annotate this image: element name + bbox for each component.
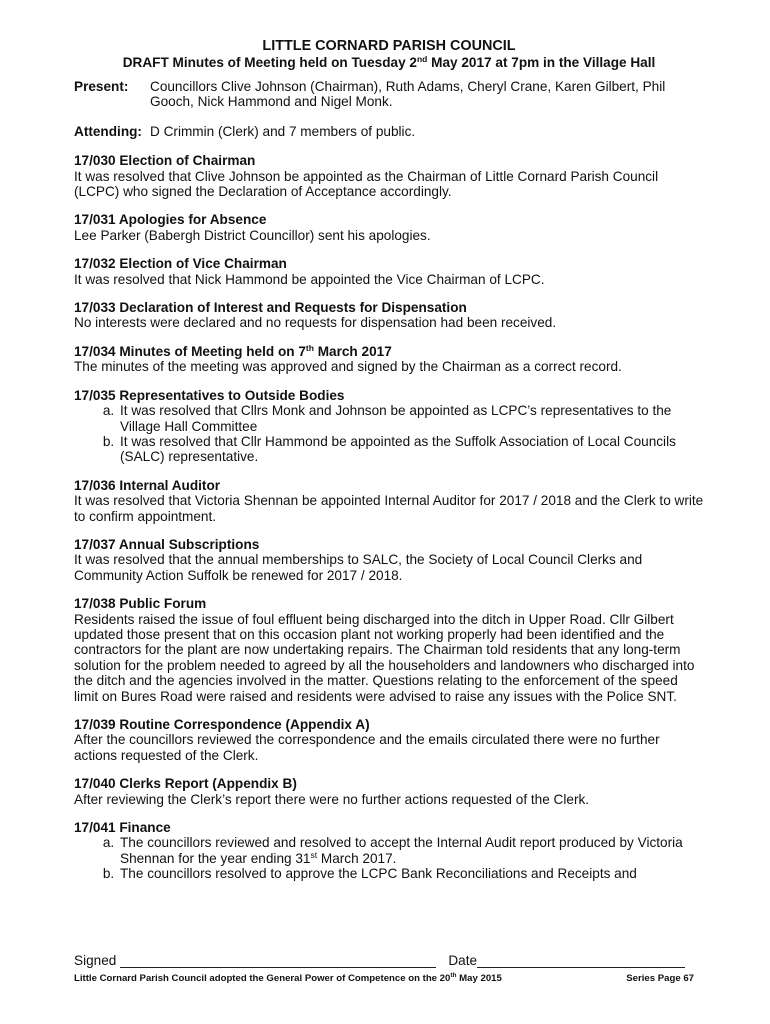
date-line (477, 955, 685, 968)
item-17-041 (74, 820, 704, 882)
present-list: Councillors Clive Johnson (Chairman), Ruth Adams, Cheryl Crane, Karen Gilbert, Phil Gooch, Nick Hammond and Nigel Monk. (150, 79, 666, 110)
item-17-030 (74, 153, 704, 199)
signed-label: Signed (74, 953, 117, 968)
item-heading: 17/035 Representatives to Outside Bodies (74, 387, 345, 403)
footer-note-row (74, 971, 694, 986)
subtitle-text: DRAFT Minutes of Meeting held on Tuesday 2 (122, 55, 417, 70)
item-text: After reviewing the Clerk’s report there were no further actions requested of the Clerk. (74, 791, 590, 807)
page-footer (74, 953, 694, 987)
heading-text: 17/034 Minutes of Meeting held on 7 (74, 343, 306, 359)
list-item: b. It was resolved that Cllr Hammond be appointed as the Suffolk Association of Local Councils (SALC) representative. (118, 434, 704, 465)
item-17-039 (74, 717, 704, 763)
item-17-037 (74, 537, 704, 583)
item-17-033 (74, 300, 704, 331)
item-heading: 17/039 Routine Correspondence (Appendix A) (74, 717, 370, 732)
item-text: Lee Parker (Babergh District Councillor) sent his apologies. (74, 227, 431, 243)
signature-line (120, 955, 436, 968)
minutes-page (74, 38, 704, 895)
present-label: Present: (74, 79, 129, 94)
footer-note-text: Little Cornard Parish Council adopted the General Power of Competence on the 20 (74, 973, 451, 985)
item-heading: 17/030 Election of Chairman (74, 153, 256, 169)
signature-row (74, 953, 694, 968)
item-heading: 17/038 Public Forum (74, 596, 207, 612)
footer-note (74, 971, 502, 986)
list-item-sup: st (310, 849, 318, 860)
heading-sup: th (305, 342, 314, 353)
list-item-text: The councillors reviewed and resolved to accept the Internal Audit report produced by Victoria Shennan for the year ending 31 (120, 835, 683, 866)
item-text: It was resolved that Clive Johnson be appointed as the Chairman of Little Cornard Parish Council (LCPC) who signed the Declaration of Acceptance accordingly. (74, 168, 659, 200)
item-heading: 17/037 Annual Subscriptions (74, 536, 260, 552)
footer-note-sup: th (450, 972, 457, 980)
item-heading: 17/033 Declaration of Interest and Requests for Dispensation (74, 300, 467, 316)
attending-row (74, 124, 704, 139)
item-heading: 17/040 Clerks Report (Appendix B) (74, 776, 297, 792)
list-item (118, 835, 704, 866)
list-item-text-end: March 2017. (317, 850, 397, 866)
item-heading: 17/031 Apologies for Absence (74, 212, 267, 228)
list-item: a. It was resolved that Cllrs Monk and Johnson be appointed as LCPC’s representatives to the Village Hall Committee (118, 403, 704, 434)
meeting-subtitle (74, 55, 704, 71)
item-text: It was resolved that the annual memberships to SALC, the Society of Local Council Clerks and Community Action Suffolk be renewed for 2017 / 2018. (74, 552, 643, 583)
present-row (74, 79, 704, 110)
item-17-040 (74, 776, 704, 807)
item-heading: 17/041 Finance (74, 820, 171, 836)
item-text: It was resolved that Victoria Shennan be appointed Internal Auditor for 2017 / 2018 and the Clerk to write to confirm appointment. (74, 493, 704, 524)
subtitle-text-end: May 2017 at 7pm in the Village Hall (427, 55, 656, 70)
item-17-036 (74, 478, 704, 524)
list-item: b. The councillors resolved to approve the LCPC Bank Reconciliations and Receipts and (118, 866, 704, 881)
subtitle-sup: nd (416, 54, 428, 64)
attending-label: Attending: (74, 123, 142, 139)
footer-note-text-end: May 2015 (456, 973, 502, 985)
item-17-034 (74, 344, 704, 375)
series-page-number: Series Page 67 (626, 973, 694, 985)
item-text: It was resolved that Nick Hammond be appointed the Vice Chairman of LCPC. (74, 271, 545, 287)
item-text: After the councillors reviewed the correspondence and the emails circulated there were no further actions requested of the Clerk. (74, 732, 660, 763)
item-17-035 (74, 388, 704, 465)
item-text: No interests were declared and no requests for dispensation had been received. (74, 315, 557, 331)
item-heading: 17/032 Election of Vice Chairman (74, 256, 287, 272)
item-list (74, 835, 704, 881)
item-list (74, 403, 704, 465)
item-heading: 17/036 Internal Auditor (74, 477, 221, 493)
heading-text-end: March 2017 (313, 343, 392, 359)
item-17-032 (74, 256, 704, 287)
attending-list: D Crimmin (Clerk) and 7 members of public. (150, 123, 416, 139)
date-label: Date (448, 953, 478, 968)
item-17-038 (74, 596, 704, 704)
item-heading (74, 344, 704, 359)
item-17-031 (74, 212, 704, 243)
item-text: The minutes of the meeting was approved and signed by the Chairman as a correct record. (74, 359, 622, 375)
item-text: Residents raised the issue of foul effluent being discharged into the ditch in Upper Road. Cllr Gilbert updated those present that on this occasion plant not working properly had been identified and the contractors for the plant are now undertaking repairs. The Chairman told residents that any long-term solution for the problem needed to agreed by all the householders and landowners who discharged into the ditch and the agencies involved in the matter. Questions relating to the enforcement of the speed limit on Bures Road were raised and residents were advised to raise any issues with the Police SNT. (74, 611, 695, 704)
council-title: LITTLE CORNARD PARISH COUNCIL (262, 38, 516, 54)
